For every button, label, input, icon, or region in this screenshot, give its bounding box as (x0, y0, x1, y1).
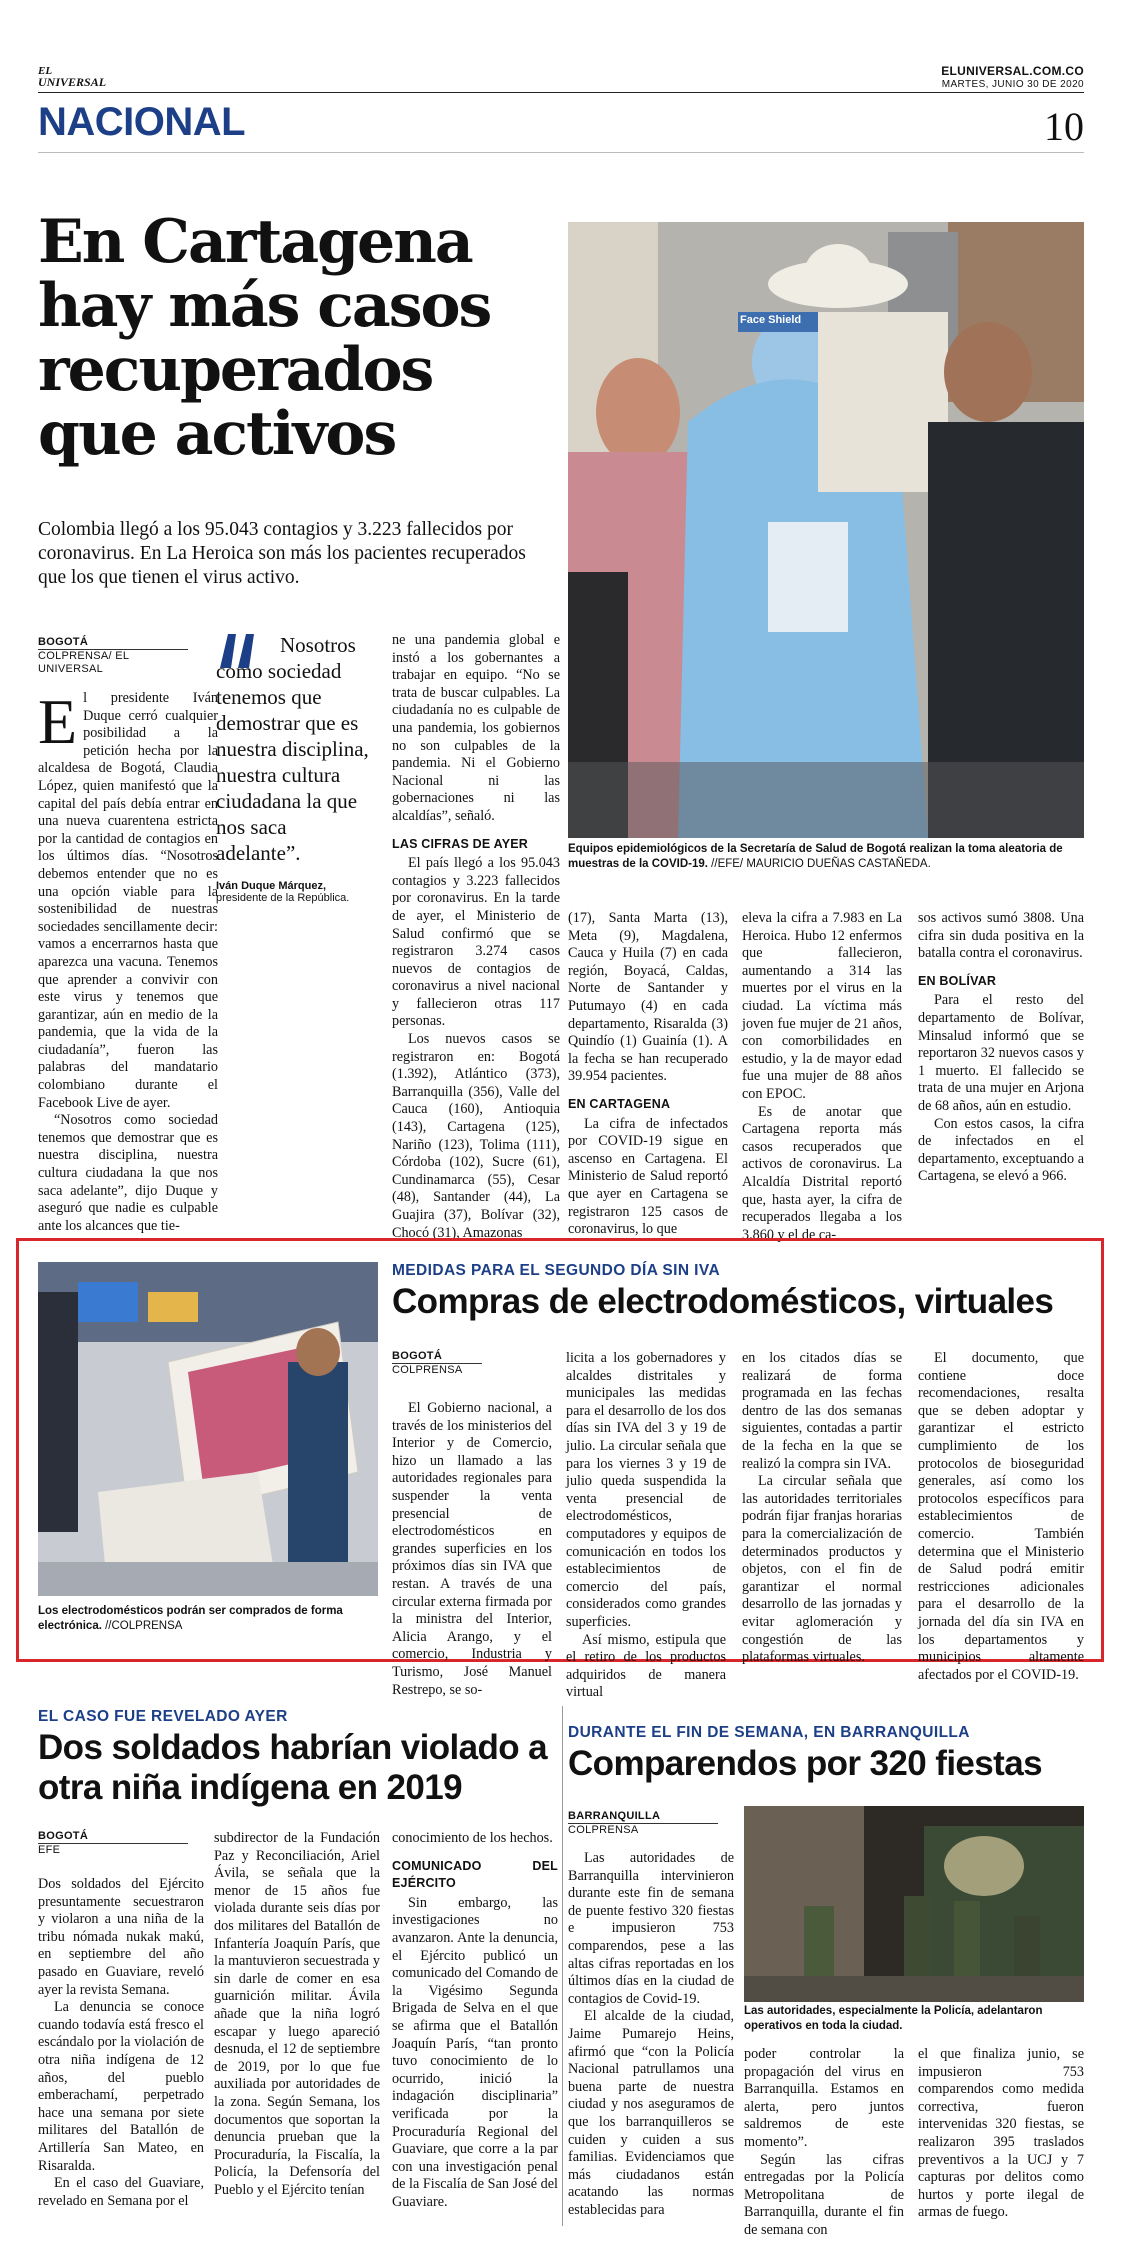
byline-agency: EFE (38, 1844, 61, 1856)
header-rule (38, 92, 1084, 93)
bl-col-2: subdirector de la Fundación Paz y Reconciliación, Ariel Ávila, se señala que la menor de 15 años fue violada durante seis días por dos militares del Batallón de Infantería Joaquín París, que la mantuvieron secuestrada y sin darle de comer en esa guarnición militar. Ávila añade que la niña logró escapar y luego apareció desnuda, el 12 de septiembre de 2019, por lo que fue auxiliada por autoridades de la zona. Según Semana, los documentos que soportan la denuncia prueban que la Procuraduría, la Fiscalía, la Policía, la Defensoría del Pueblo y el Ejército tenían (214, 1830, 380, 2198)
pull-quote (216, 632, 376, 904)
br-headline: Comparendos por 320 fiestas (568, 1744, 1042, 1783)
subhead-cifras: LAS CIFRAS DE AYER (392, 836, 529, 851)
byline-location: BOGOTÁ (38, 636, 188, 650)
bl-col-1: Dos soldados del Ejército presuntamente secuestraron y violaron a una niña de la tribu nómada nukak makú, en septiembre del año pasado en Guaviare, reveló ayer la revista Semana. La denuncia se conoce cuando todavía está fresco el escándalo por la violación de otra niña indígena de 12 años, del pueblo emberachamí, perpetrado hace una semana por siete militares del Batallón de Artillería San Mateo, en Risaralda. En el caso del Guaviare, revelado en Semana por el (38, 1876, 204, 2209)
br-col-2: poder controlar la propagación del virus en Barranquilla. Estamos en alerta, pero juntos saldremos de este momento”. Según las cifras entregadas por la Policía Metropolitana de Barranquilla, durante el fin de semana con (744, 2046, 904, 2238)
page-number: 10 (1044, 104, 1084, 149)
byline-location: BOGOTÁ (392, 1350, 482, 1364)
main-col-4: (17), Santa Marta (13), Meta (9), Magdalena, Cauca y Huila (7) en cada región, Boyacá, Caldas, Norte de Santander y Putumayo (4) en cada departamento, Risaralda (3) Quindío (1) Guainía (1). A la fecha se han recuperado 39.954 pacientes. EN CARTAGENA La cifra de infectados por COVID-19 sigue en ascenso en Cartagena. El Ministerio de Salud reportó que ayer en Cartagena se registraron 125 casos de coronavirus, lo que (568, 910, 728, 1238)
main-col-5: eleva la cifra a 7.983 en La Heroica. Hubo 12 enfermos que fallecieron, aumentando a 314 las muertes por el virus en la ciudad. La víctima más joven fue mujer de 21 años, con comorbilidades en estudio, y la de mayor edad fue una mujer de 88 años con EPOC. Es de anotar que Cartagena reporta más casos recuperados que activos de coronavirus. La Alcaldía Distrital reportó que, hasta ayer, la cifra de recuperados llegaba a los 3.860 y el de ca- (742, 910, 902, 1243)
site-url: ELUNIVERSAL.COM.CO (941, 64, 1084, 78)
bl-col-3: conocimiento de los hechos. COMUNICADO DEL EJÉRCITO Sin embargo, las investigaciones no avanzaron. Ante la denuncia, el Ejército publicó un comunicado del Comando de la Vigésimo Segunda Brigada de Selva en el que se afirma que el Batallón Joaquín París, “tan pronto tuvo conocimiento de lo ocurrido, inició la indagación disciplinaria” verificada por la Procuraduría Regional del Guaviare, que corre a la par con una investigación penal de la Fiscalía de San José del Guaviare. (392, 1830, 558, 2210)
byline-agency: COLPRENSA (568, 1824, 639, 1836)
box-col-1: El Gobierno nacional, a través de los ministerios del Interior y de Comercio, hizo un llamado a las autoridades regionales para suspender la venta presencial de electrodomésticos en grandes superficies en los próximos días sin IVA que restan. A través de una circular externa firmada por la ministra del Interior, Alicia Arango, y el comercio, Industria y Turismo, José Manuel Restrepo, se so- (392, 1400, 552, 1698)
main-col-6: sos activos sumó 3808. Una cifra sin duda positiva en la batalla contra el coronavirus. EN BOLÍVAR Para el resto del departamento de Bolívar, Minsalud informó que se reportaron 32 nuevos casos y 1 muerto. El fallecido se trata de una mujer en Arjona de 68 años, aún en estudio. Con estos casos, la cifra de infectados en el departamento, exceptuando a Cartagena, se elevó a 966. (918, 910, 1084, 1185)
quote-author: Iván Duque Márquez, (216, 880, 327, 892)
box-caption: Los electrodomésticos podrán ser comprados de forma electrónica. //COLPRENSA (38, 1605, 343, 1632)
box-kicker: MEDIDAS PARA EL SEGUNDO DÍA SIN IVA (392, 1262, 721, 1279)
box-col-3: en los citados días se realizará de forma programada en las fechas dentro de las dos semanas siguientes, contadas a partir de la fecha en la que se realizó la compra sin IVA. La circular señala que las autoridades territoriales podrán fijar franjas horarias para la comercialización de determinados productos y objetos, con el fin de garantizar el normal desarrollo de las jornadas y evitar aglomeración y congestión de las plataformas virtuales. (742, 1350, 902, 1666)
byline-location: BOGOTÁ (38, 1830, 188, 1844)
quote-mark-icon (216, 630, 260, 670)
br-kicker: DURANTE EL FIN DE SEMANA, EN BARRANQUILLA (568, 1724, 970, 1741)
issue-date: MARTES, JUNIO 30 DE 2020 (941, 79, 1084, 90)
bl-kicker: EL CASO FUE REVELADO AYER (38, 1708, 288, 1725)
main-deck: Colombia llegó a los 95.043 contagios y 3.223 fallecidos por coronavirus. En La Heroica son más los pacientes recuperados que los que tienen el virus activo. (38, 519, 526, 588)
byline-location: BARRANQUILLA (568, 1810, 718, 1824)
br-photo (744, 1806, 1084, 2002)
box-headline: Compras de electrodomésticos, virtuales (392, 1282, 1054, 1321)
main-headline: En Cartagena hay más casos recuperados que activos (38, 207, 491, 469)
bottom-divider (562, 1706, 563, 2226)
bl-byline (38, 1830, 188, 1857)
br-col-1: Las autoridades de Barranquilla intervinieron durante este fin de semana de puente festivo 320 fiestas e impusieron 753 comparendos, pese a las altas cifras reportadas en los últimos días en la ciudad de contagios de Covid-19. El alcalde de la ciudad, Jaime Pumarejo Heins, afirmó que “con la Policía Nacional patrullamos una buena parte de nuestra ciudad y nos aseguramos de que los barranquilleros se cuiden y cuiden a sus familias. Evidenciamos que más ciudadanos están acatando las normas establecidas para (568, 1850, 734, 2218)
box-col-2: licita a los gobernadores y alcaldes distritales y municipales las medidas para el desarrollo de los dos días sin IVA del 3 y 19 de julio. La circular señala que para los viernes 3 y 19 de julio queda suspendida la venta presencial de electrodomésticos, computadores y equipos de comunicación en todos los establecimientos de comercio del país, considerados como grandes superficies. Así mismo, estipula que el retiro de los productos adquiridos de manera virtual (566, 1350, 726, 1701)
quote-text: Nosotros como sociedad tenemos que demostrar que es nuestra disciplina, nuestra cultura ciudadana la que nos saca adelante”. (216, 633, 369, 865)
br-col-3: el que finaliza junio, se impusieron 753 comparendos como medida correctiva, fueron intervenidas 320 fiestas, se realizaron 395 traslados preventivos a la UCJ y 7 capturas por delitos como hurtos y porte ilegal de armas de fuego. (918, 2046, 1084, 2221)
face-shield-label: Face Shield (740, 314, 802, 326)
byline-agency: COLPRENSA (392, 1364, 463, 1376)
section-title: NACIONAL (38, 100, 246, 144)
br-byline (568, 1810, 718, 1837)
quote-role: presidente de la República. (216, 892, 350, 904)
section-rule (38, 152, 1084, 153)
masthead-logo: EL UNIVERSAL (38, 65, 107, 89)
box-col-4: El documento, que contiene doce recomendaciones, resalta que se deben adoptar y garantizar el estricto cumplimiento de los protocolos de bioseguridad generales, así como los protocolos específicos para establecimientos de comercio. También determina que el Ministerio de Salud podrá emitir restricciones adicionales para el desarrollo de la jornada del día sin IVA en los departamentos y municipios altamente afectados por el COVID-19. (918, 1350, 1084, 1683)
br-caption: Las autoridades, especialmente la Policía, adelantaron operativos en toda la ciudad. (744, 2005, 1043, 2032)
subhead-ejercito: COMUNICADO DEL EJÉRCITO (392, 1858, 558, 1891)
main-col-1: El presidente Iván Duque cerró cualquier posibilidad a la petición hecha por la alcaldesa de Bogotá, Claudia López, quien manifestó que la capital del país debía entrar en una nueva cuarentena estricta por la cantidad de contagios en los últimos días. “Nosotros debemos entender que no es una opción viable para la sostenibilidad de nuestras sociedades sencillamente decir: vamos a encerrarnos hasta que aparezca una vacuna. Tenemos que aprender a convivir con este virus y tenemos que garantizar, aún en medio de la pandemia, que la vida de la ciudadanía”, fueron las palabras del mandatario colombiano durante el Facebook Live de ayer. “Nosotros como sociedad tenemos que demostrar que es nuestra disciplina, nuestra cultura ciudadana la que nos saca adelante”, dijo Duque y aseguró que nadie es culpable ante los alcances que tie- (38, 686, 218, 1234)
subhead-cartagena: EN CARTAGENA (568, 1096, 671, 1111)
dropcap: E (38, 686, 78, 757)
main-photo (568, 222, 1084, 838)
box-byline (392, 1350, 482, 1377)
main-col-3: ne una pandemia global e instó a los gobernantes a trabajar en equipo. “No se trata de buscar culpables. La ciudadanía no es culpable de una pandemia, los gobiernos no son culpables de la pandemia. Ni el Gobierno Nacional ni las gobernaciones ni las alcaldías”, señaló. LAS CIFRAS DE AYER El país llegó a los 95.043 contagios y 3.223 fallecidos por coronavirus. En la tarde de ayer, el Ministerio de Salud confirmó que se registraron 3.274 casos nuevos de contagios de coronavirus a nivel nacional y fallecieron otras 117 personas. Los nuevos casos se registraron en: Bogotá (1.392), Atlántico (373), Barranquilla (356), Valle del Cauca (160), Antioquia (143), Cartagena (125), Nariño (123), Tolima (111), Córdoba (102), Sucre (61), Cundinamarca (55), Cesar (48), Santander (44), La Guajira (37), Bolívar (32), Chocó (31), Amazonas (392, 632, 560, 1241)
subhead-bolivar: EN BOLÍVAR (918, 973, 997, 988)
bl-headline: Dos soldados habrían violado a otra niña indígena en 2019 (38, 1728, 548, 1807)
main-byline (38, 636, 188, 676)
byline-agency: COLPRENSA/ EL UNIVERSAL (38, 650, 129, 675)
box-photo (38, 1262, 378, 1596)
main-caption: Equipos epidemiológicos de la Secretaría de Salud de Bogotá realizan la toma aleatoria de muestras de la COVID-19. //EFE/ MAURICIO DUEÑAS CASTAÑEDA. (568, 843, 1063, 870)
